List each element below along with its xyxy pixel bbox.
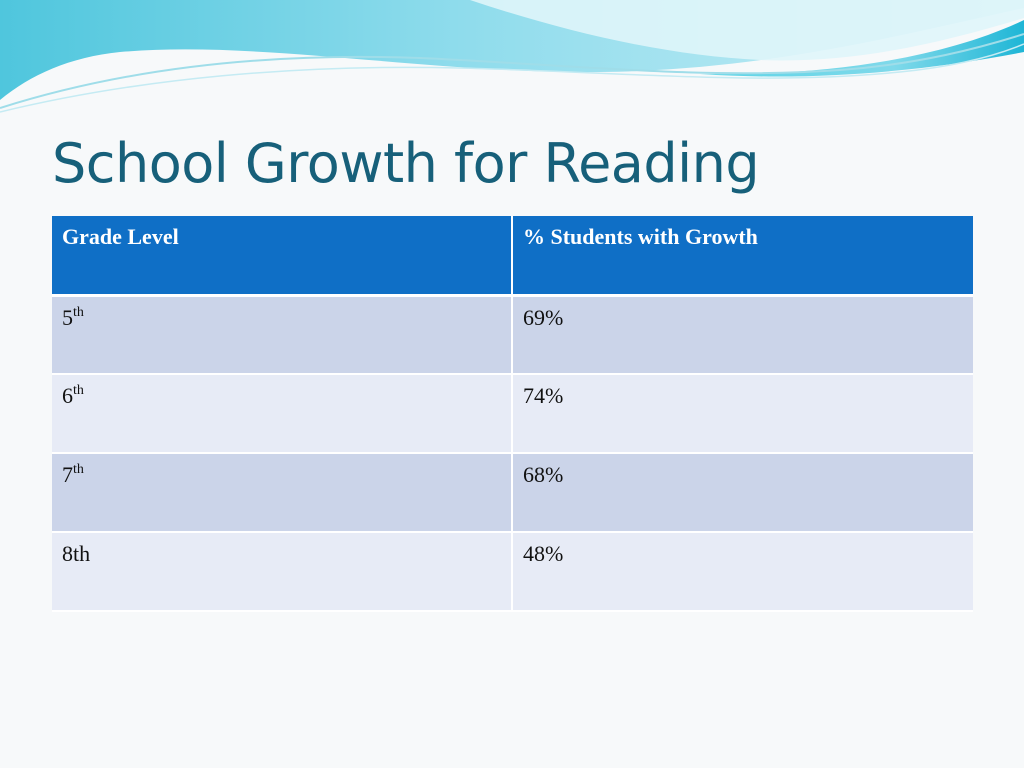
grade-cell [52, 532, 512, 611]
table-row [52, 295, 973, 374]
table-row [52, 532, 973, 611]
table-header-row [52, 216, 973, 295]
growth-cell: 74% [512, 374, 973, 453]
grade-cell [52, 453, 512, 532]
grade-value: 8th [62, 541, 91, 566]
grade-suffix: th [73, 383, 84, 398]
grade-cell [52, 374, 512, 453]
table-row [52, 453, 973, 532]
growth-cell: 48% [512, 532, 973, 611]
grade-suffix: th [73, 304, 84, 320]
growth-cell: 68% [512, 453, 973, 532]
grade-value: 6 [62, 383, 73, 408]
wave-banner-decoration [0, 0, 1024, 130]
slide-title: School Growth for Reading [52, 132, 760, 195]
reading-growth-table [52, 216, 973, 612]
header-percent-growth: % Students with Growth [512, 216, 973, 295]
grade-value: 7 [62, 462, 73, 487]
growth-cell: 69% [512, 295, 973, 374]
grade-value: 5 [62, 304, 73, 330]
grade-cell [52, 295, 512, 374]
header-grade-level: Grade Level [52, 216, 512, 295]
table-row [52, 374, 973, 453]
grade-suffix: th [73, 462, 84, 477]
